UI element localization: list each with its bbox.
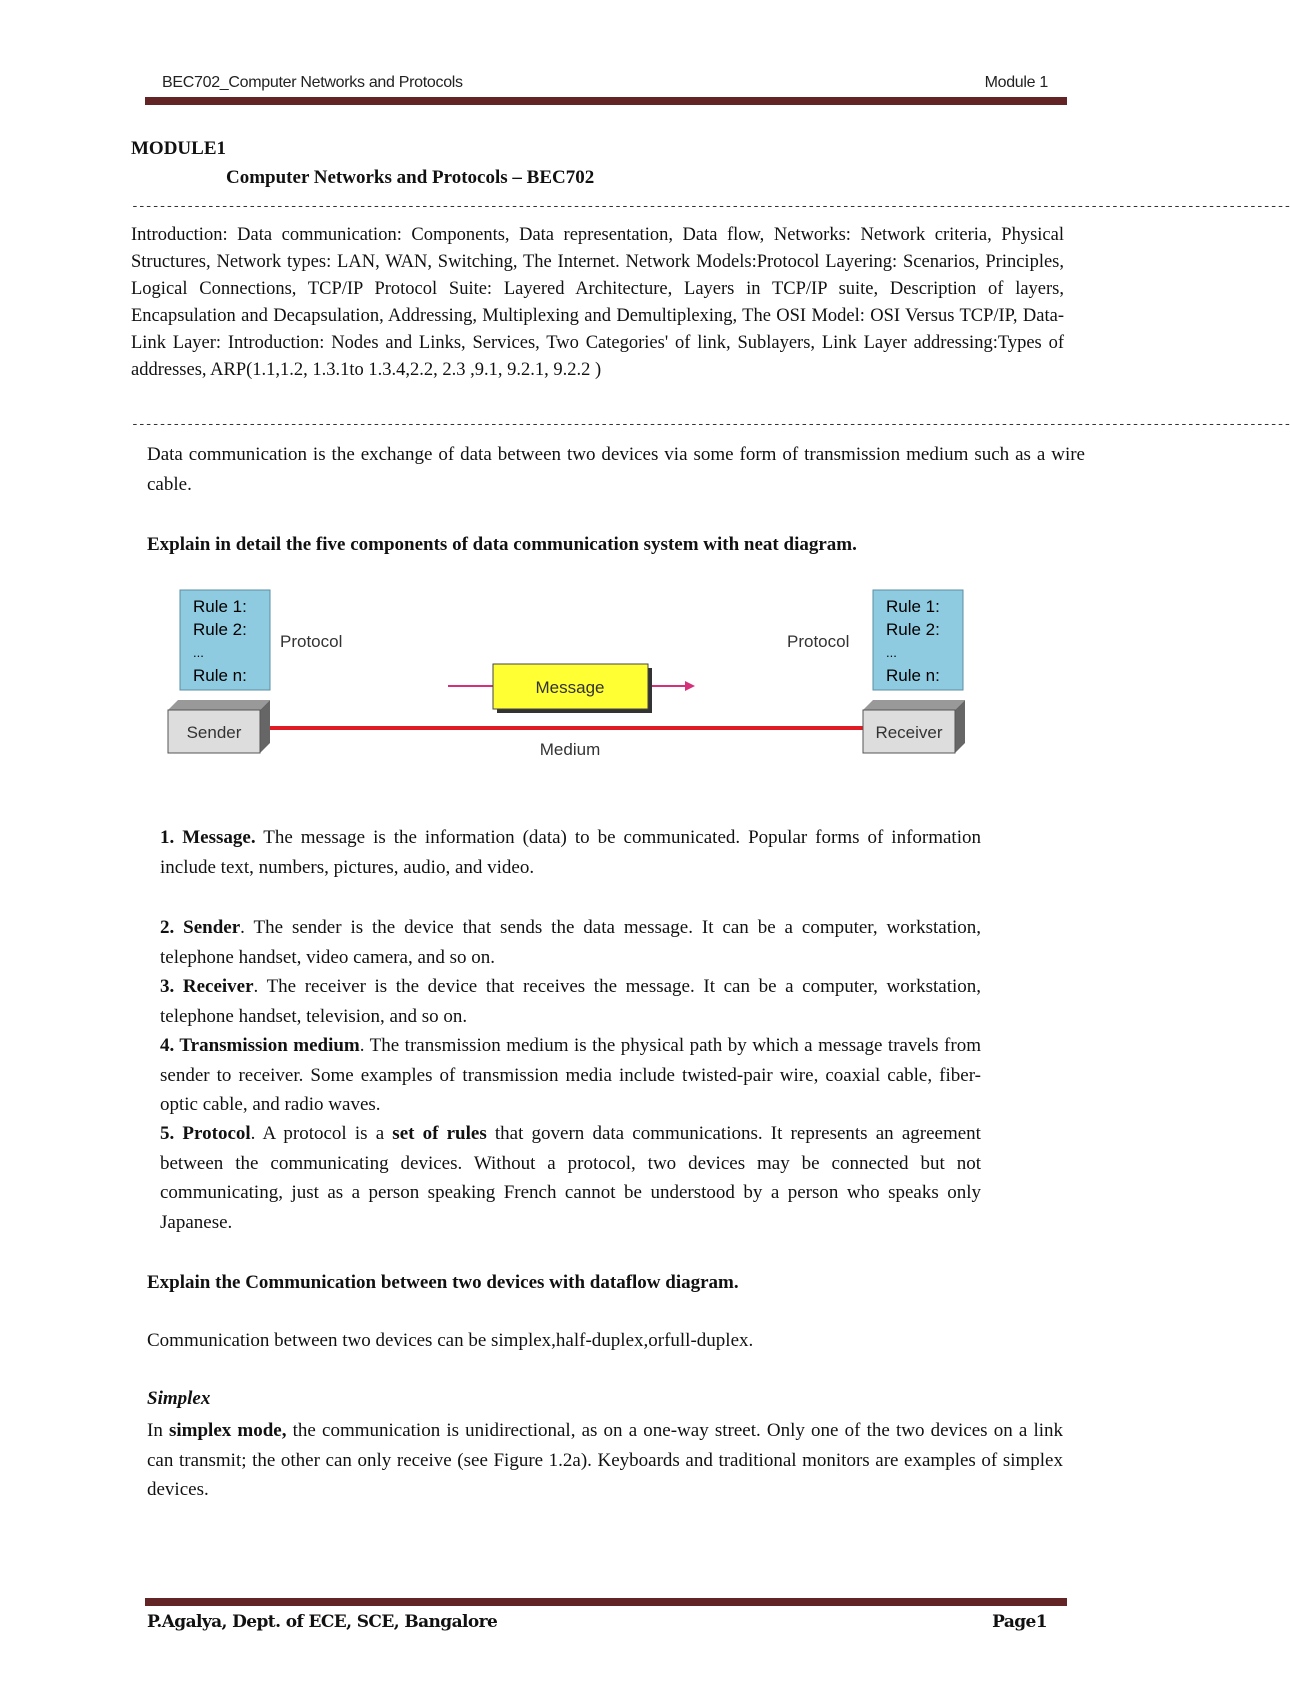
receiver-top (863, 700, 965, 710)
receiver-label: Receiver (875, 723, 943, 742)
message-label: Message (535, 678, 605, 697)
item-text: . The transmission medium is the physical path by which a message travels from sender to receiver. Some examples of transmission media include twisted-pair wire, coaxial cable, fiber-optic cable, and radio waves. (160, 1035, 981, 1115)
item-title: 5. Protocol (160, 1123, 251, 1144)
item-text: . A protocol is a (250, 1123, 393, 1144)
rule-ellipsis: ... (193, 645, 204, 660)
item-text: The message is the information (data) to be communicated. Popular forms of information include text, numbers, pictures, audio, and video. (160, 827, 981, 878)
header-module: Module 1 (984, 74, 1048, 91)
rule-2: Rule 2: (886, 620, 940, 639)
simplex-paragraph (147, 1416, 1063, 1505)
protocol-label-left: Protocol (280, 632, 343, 651)
rule-1: Rule 1: (886, 597, 940, 616)
simplex-heading: Simplex (147, 1388, 211, 1409)
item-text: . The receiver is the device that receives the message. It can be a computer, workstation, telephone handset, television, and so on. (160, 976, 981, 1027)
sender-label: Sender (186, 723, 242, 742)
component-item-sender (160, 913, 981, 972)
divider: ------------------------------------------------------------------------------------------------------------------------------------------------------------------------ (131, 199, 1290, 214)
component-item-receiver (160, 972, 981, 1031)
footer-author: P.Agalya, Dept. of ECE, SCE, Bangalore (147, 1612, 498, 1632)
protocol-label-right: Protocol (787, 632, 850, 651)
dataflow-intro: Communication between two devices can be simplex,half-duplex,orfull-duplex. (147, 1330, 754, 1351)
rule-2: Rule 2: (193, 620, 247, 639)
text: the communication is unidirectional, as on a one-way street. Only one of the two devices on a link can transmit; the other can only receive (see Figure 1.2a). Keyboards and traditional monitors are examples of simplex devices. (147, 1420, 1064, 1500)
rule-n: Rule n: (886, 666, 940, 685)
rule-ellipsis: ... (886, 645, 897, 660)
item-title: 1. Message. (160, 827, 256, 848)
data-communication-diagram (160, 585, 975, 770)
syllabus-text: Introduction: Data communication: Components, Data representation, Data flow, Networks: Network criteria, Physical Structures, Network types: LAN, WAN, Switching, The Internet. Network Models:Protocol Layering: Scenarios, Principles, Logical Connections, TCP/IP Protocol Suite: Layered Architecture, Layers in TCP/IP suite, Description of layers, Encapsulation and Decapsulation, Addressing, Multiplexing and Demultiplexing, The OSI Model: OSI Versus TCP/IP, Data-Link Layer: Introduction: Nodes and Links, Services, Two Categories' of link, Sublayers, Link Layer addressing:Types of addresses, ARP(1.1,1.2, 1.3.1to 1.3.4,2.2, 2.3 ,9.1, 9.2.1, 9.2.2 ) (131, 225, 1064, 380)
course-title: Computer Networks and Protocols – BEC702 (226, 167, 595, 188)
item-title: 4. Transmission medium (160, 1035, 360, 1056)
rule-1: Rule 1: (193, 597, 247, 616)
intro-paragraph: Data communication is the exchange of data between two devices via some form of transmission medium such as a wire cable. (147, 444, 1085, 495)
footer-rule (145, 1598, 1067, 1606)
item-bold: set of rules (392, 1123, 487, 1144)
text: In (147, 1420, 169, 1441)
medium-label: Medium (539, 740, 601, 759)
sender-top (168, 700, 270, 710)
header-rule (145, 97, 1067, 105)
component-item-medium (160, 1031, 981, 1120)
header-course: BEC702_Computer Networks and Protocols (162, 74, 463, 91)
question-heading: Explain in detail the five components of data communication system with neat diagram. (147, 534, 857, 555)
item-title: 2. Sender (160, 917, 241, 938)
bold-term: simplex mode, (168, 1420, 287, 1441)
page-number: Page1 (992, 1612, 1047, 1632)
arrow-head (685, 681, 695, 691)
rule-n: Rule n: (193, 666, 247, 685)
divider: ------------------------------------------------------------------------------------------------------------------------------------------------------------------------ (131, 417, 1290, 432)
question-heading: Explain the Communication between two devices with dataflow diagram. (147, 1272, 739, 1293)
component-item-protocol (160, 1119, 981, 1237)
item-title: 3. Receiver (160, 976, 254, 997)
item-text: . The sender is the device that sends the data message. It can be a computer, workstation, telephone handset, video camera, and so on. (160, 917, 981, 968)
module-label: MODULE1 (131, 138, 226, 159)
component-item-message (160, 823, 981, 882)
item-text: that govern data communications. It represents an agreement between the communicating devices. Without a protocol, two devices may be connected but not communicating, just as a person speaking French cannot be understood by a person who speaks only Japanese. (160, 1123, 981, 1233)
